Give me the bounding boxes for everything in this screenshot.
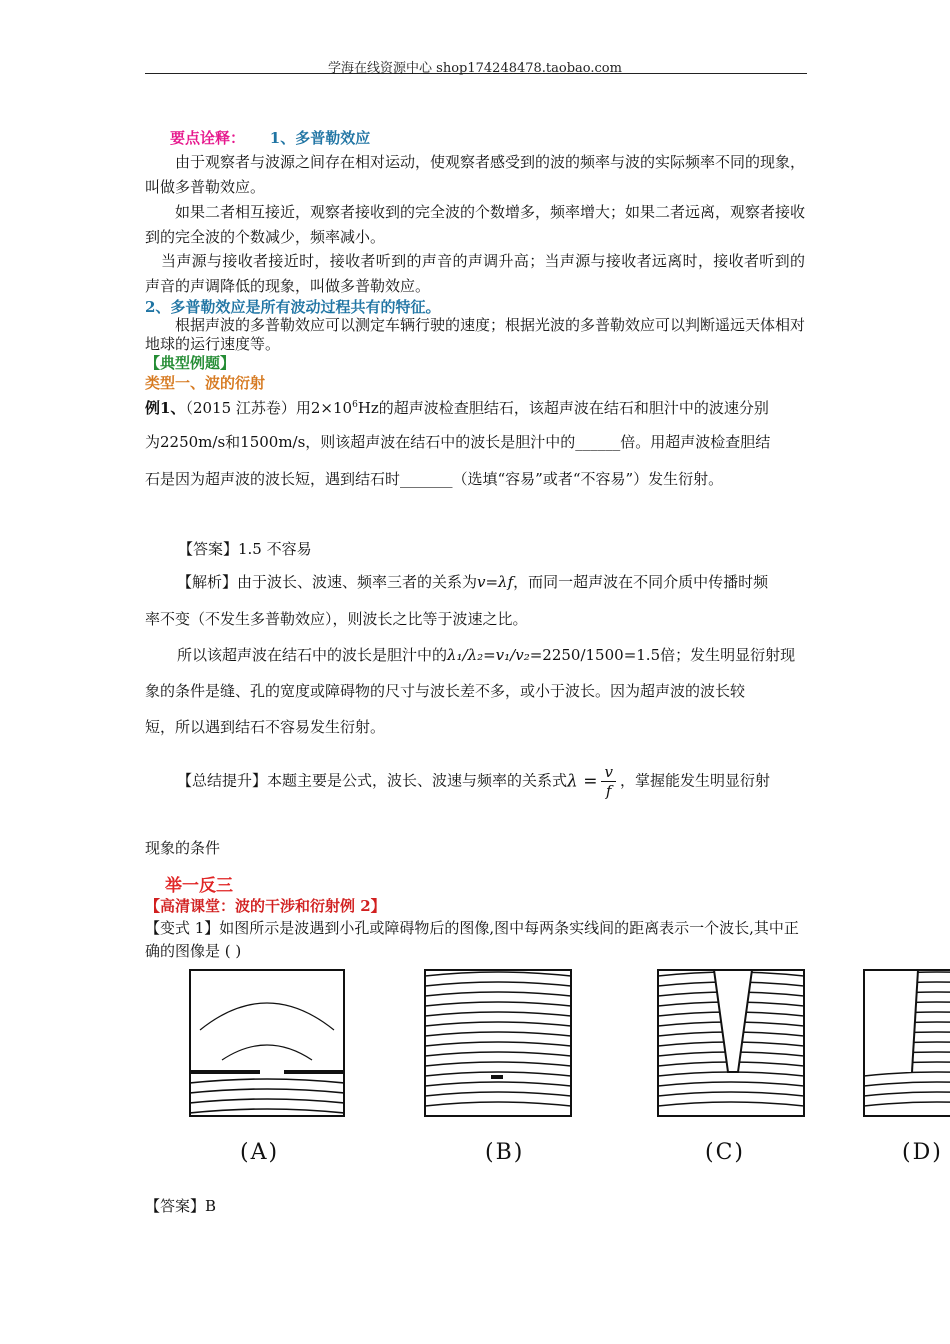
example-1-label: 例1、 [145,399,186,417]
figure-b [423,968,573,1118]
variant-1-answer: 【答案】B [145,1197,217,1215]
key-points-label: 要点诠释： [170,129,246,147]
figure-a [188,968,346,1118]
v-over-f-fraction: $\frac{v}{f}$ [601,763,615,800]
header-divider [145,73,807,74]
analysis-line-3: 所以该超声波在结石中的波长是胆汁中的λ₁/λ₂=v₁/v₂=2250/1500=1.5倍；发生明显衍射现 [177,646,796,664]
example-1-line-2: 为2250m/s和1500m/s，则该超声波在结石中的波长是胆汁中的______倍。用超声波检查胆结 [145,433,771,451]
figure-c [656,968,806,1118]
wavelength-ratio: λ₁/λ₂=v₁/v₂ [447,646,530,664]
analysis-line-5: 短，所以遇到结石不容易发生衍射。 [145,718,386,736]
figure-b-label: (B) [485,1140,525,1165]
class-title: 【高清课堂：波的干涉和衍射例 2】 [145,897,386,915]
doppler-title: 1、多普勒效应 [269,129,371,147]
figure-c-label: (C) [705,1140,745,1165]
key-points-title [170,127,370,148]
analysis-line-1: 【解析】由于波长、波速、频率三者的关系为v=λf，而同一超声波在不同介质中传播时频 [177,573,769,591]
example-1-line-1: 例1、（2015 江苏卷）用$2\times 10^6Hz$的超声波检查胆结石，该超声波在结石和胆汁中的波速分别 [145,399,769,417]
analysis-line-4: 象的条件是缝、孔的宽度或障碍物的尺寸与波长差不多，或小于波长。因为超声波的波长较 [145,682,746,700]
type-1-heading: 类型一、波的衍射 [145,374,266,392]
variant-1-question: 【变式 1】如图所示是波遇到小孔或障碍物后的图像,图中每两条实线间的距离表示一个波长,其中正确的图像是 ( ) [145,919,799,960]
figure-d-label: (D) [902,1140,943,1165]
example-1-line-3: 石是因为超声波的波长短，遇到结石时_______（选填“容易”或者“不容易”）发生衍射。 [145,470,724,488]
example-1-answer: 【答案】1.5 不容易 [178,540,312,558]
typical-examples-heading: 【典型例题】 [145,354,236,372]
summary-line-2: 现象的条件 [145,839,221,857]
doppler-para-3: 当声源与接收者接近时，接收者听到的声音的声调升高；当声源与接收者远离时，接收者听到的声音的声调降低的现象，叫做多普勒效应。 [145,252,805,295]
analysis-line-2: 率不变（不发生多普勒效应），则波长之比等于波速之比。 [145,610,528,628]
practice-heading: 举一反三 [165,876,233,896]
summary-line-1: 【总结提升】本题主要是公式，波长、波速与频率的关系式λ = $\frac{v}{f}$ ，掌握能发生明显衍射 [177,763,770,800]
figure-a-label: (A) [240,1140,280,1165]
figure-d [862,968,950,1118]
doppler-point-2: 2、多普勒效应是所有波动过程共有的特征。 [145,298,441,316]
page-header: 学海在线资源中心 shop174248478.taobao.com [328,61,622,76]
doppler-para-2: 如果二者相互接近，观察者接收到的完全波的个数增多，频率增大；如果二者远离，观察者接收到的完全波的个数减少，频率减小。 [145,203,806,246]
summary-lambda: λ = [567,771,598,792]
analysis-formula: v=λf [477,573,514,591]
doppler-para-4: 根据声波的多普勒效应可以测定车辆行驶的速度；根据光波的多普勒效应可以判断遥远天体相对地球的运行速度等。 [145,316,806,353]
doppler-para-1: 由于观察者与波源之间存在相对运动，使观察者感受到的波的频率与波的实际频率不同的现象，叫做多普勒效应。 [145,153,806,196]
